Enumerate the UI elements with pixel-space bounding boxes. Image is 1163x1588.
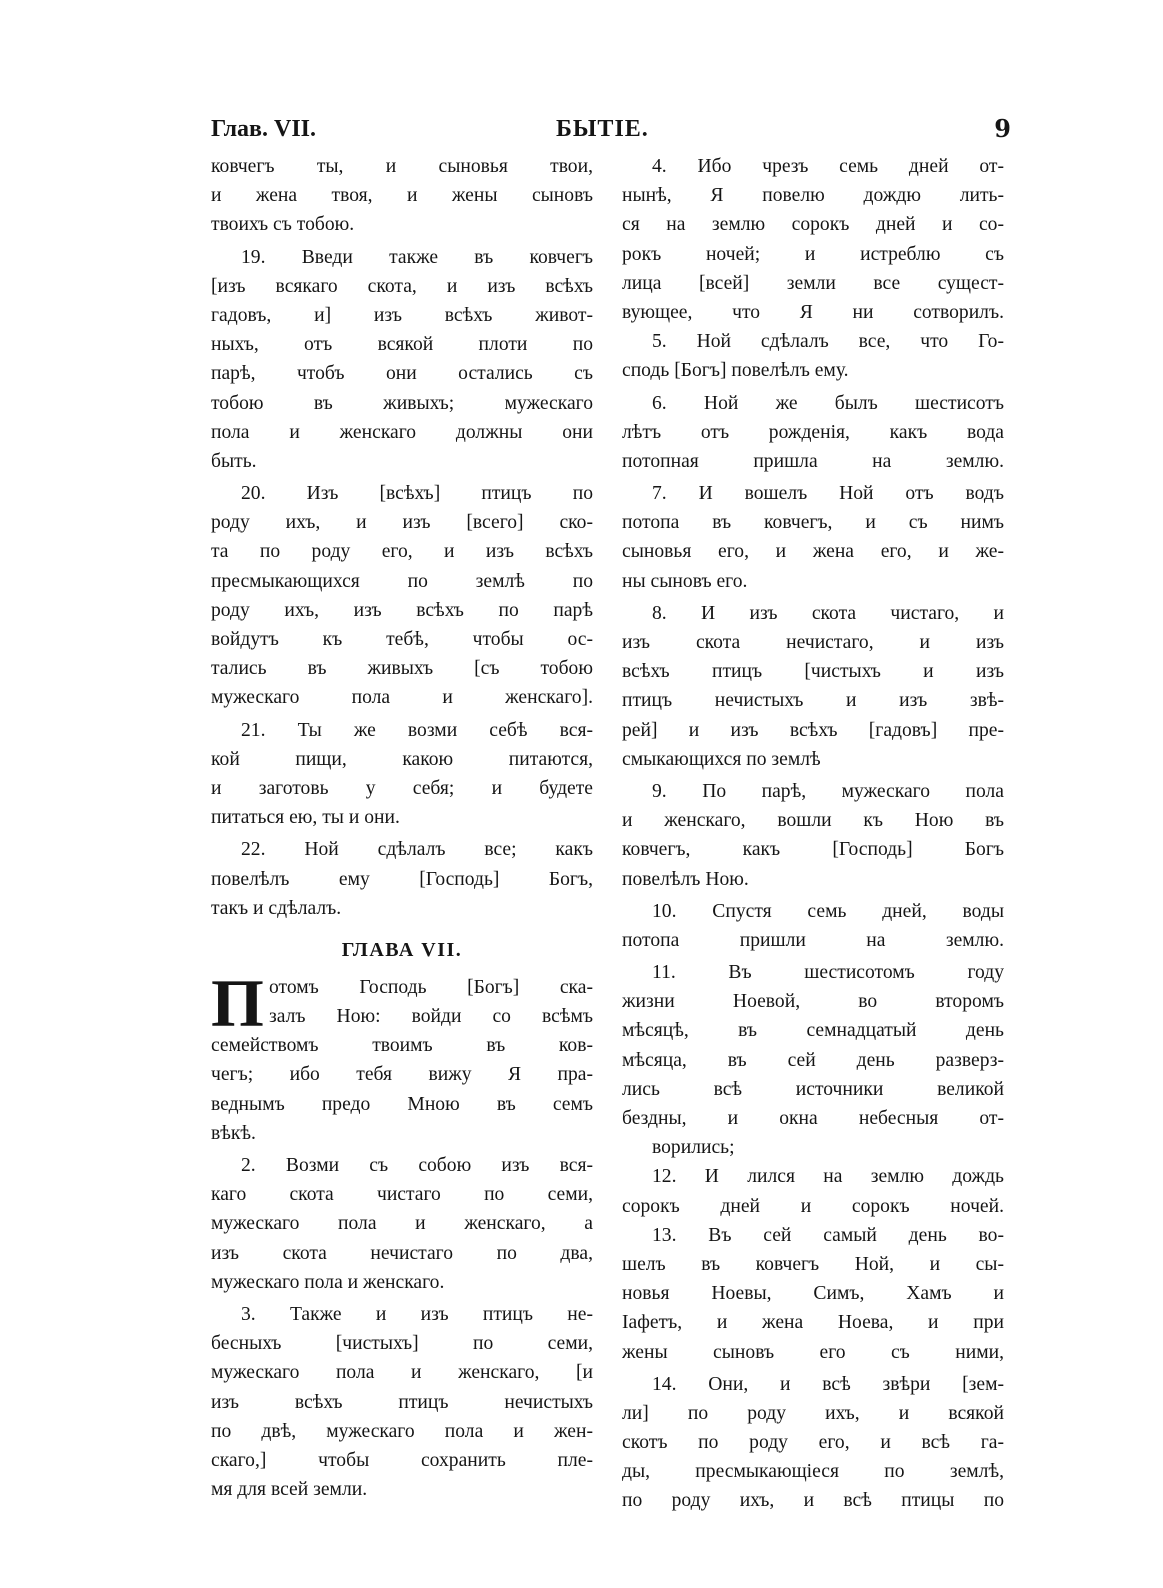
- text-line: сорокъ дней и сорокъ ночей.: [622, 1195, 1004, 1217]
- text-line: сыновья его, и жена его, и же-: [622, 541, 1004, 563]
- text-line: залъ Ною: войди со всѣмъ: [269, 1006, 593, 1028]
- text-line: нынѣ, Я повелю дождю лить-: [622, 185, 1004, 207]
- text-line: 12. И лился на землю дождь: [652, 1166, 1004, 1188]
- text-line: твоихъ съ тобою.: [211, 214, 355, 236]
- verse-20: [211, 479, 593, 713]
- verse-1: [211, 964, 593, 1148]
- drop-cap: П: [211, 964, 264, 1041]
- text-line: бесныхъ [чистыхъ] по семи,: [211, 1333, 593, 1355]
- text-line: 8. И изъ скота чистаго, и: [652, 602, 1004, 624]
- text-line: скотъ по роду его, и всѣ га-: [622, 1432, 1004, 1454]
- text-line: 10. Спустя семь дней, воды: [652, 900, 1004, 922]
- verse-22: [211, 835, 593, 923]
- text-line: лица [всей] земли все сущест-: [622, 272, 1004, 294]
- text-line: лись всѣ источники великой: [622, 1078, 1004, 1100]
- text-line: птицъ нечистыхъ и изъ звѣ-: [622, 690, 1004, 712]
- text-line: быть.: [211, 450, 257, 472]
- text-line: новья Ноевы, Симъ, Хамъ и: [622, 1283, 1004, 1305]
- verse-13: [622, 1221, 1004, 1367]
- text-line: парѣ, чтобъ они остались съ: [211, 363, 593, 385]
- verse-4: [622, 152, 1004, 327]
- text-line: по роду ихъ, и всѣ птицы по: [622, 1490, 1004, 1512]
- text-line: потопа пришли на землю.: [622, 929, 1004, 951]
- text-line: шелъ въ ковчегъ Ной, и сы-: [622, 1253, 1004, 1275]
- text-line: пресмыкающихся по землѣ по: [211, 570, 593, 592]
- text-line: мужескаго пола и женскаго, [и: [211, 1362, 593, 1384]
- text-line: ли] по роду ихъ, и всякой: [622, 1402, 1004, 1424]
- text-line: 20. Изъ [всѣхъ] птицъ по: [241, 483, 593, 505]
- text-line: ворились;: [652, 1137, 735, 1159]
- verse-14: [622, 1370, 1004, 1516]
- verse-3: [211, 1300, 593, 1504]
- text-line: гадовъ, и] изъ всѣхъ живот-: [211, 304, 593, 326]
- verse-12: [622, 1162, 1004, 1220]
- text-line: мя для всей земли.: [211, 1479, 368, 1501]
- text-line: роду ихъ, изъ всѣхъ по парѣ: [211, 599, 593, 621]
- text-line: чегъ; ибо тебя вижу Я пра-: [211, 1064, 593, 1086]
- text-line: мужескаго пола и женскаго, а: [211, 1213, 593, 1235]
- left-column: [211, 152, 593, 1504]
- verse-9: [622, 777, 1004, 894]
- text-line: мужескаго пола и женскаго].: [211, 687, 593, 709]
- text-line: сподь [Богъ] повелѣлъ ему.: [622, 360, 849, 382]
- text-line: 3. Также и изъ птицъ не-: [241, 1303, 593, 1325]
- text-line: ныхъ, отъ всякой плоти по: [211, 334, 593, 356]
- text-line: скаго,] чтобы сохранить пле-: [211, 1449, 593, 1471]
- verse-8: [622, 599, 1004, 774]
- text-line: вующее, что Я ни сотворилъ.: [622, 301, 1004, 323]
- text-line: питаться ею, ты и они.: [211, 807, 400, 829]
- verse-5: [622, 327, 1004, 385]
- text-line: отомъ Господь [Богъ] ска-: [269, 976, 593, 998]
- text-line: мужескаго пола и женскаго.: [211, 1271, 445, 1293]
- text-line: 19. Введи также въ ковчегъ: [241, 246, 593, 268]
- text-line: вѣкѣ.: [211, 1122, 256, 1144]
- text-line: смыкающихся по землѣ: [622, 748, 821, 770]
- verse-6: [622, 389, 1004, 477]
- text-line: тались въ живыхъ [съ тобою: [211, 658, 593, 680]
- running-header: [211, 112, 1011, 152]
- text-line: по двѣ, мужескаго пола и жен-: [211, 1420, 593, 1442]
- text-line: повелѣлъ Ною.: [622, 868, 749, 890]
- text-line: 11. Въ шестисотомъ году: [652, 962, 1004, 984]
- text-line: изъ скота нечистаго по два,: [211, 1242, 593, 1264]
- text-line: ны сыновъ его.: [622, 570, 748, 592]
- verse-11: [622, 958, 1004, 1162]
- text-line: 5. Ной сдѣлалъ все, что Го-: [652, 331, 1004, 353]
- text-line: ковчегъ, какъ [Господь] Богъ: [622, 839, 1004, 861]
- text-line: кой пищи, какою питаются,: [211, 748, 593, 770]
- text-line: войдутъ къ тебѣ, чтобы ос-: [211, 629, 593, 650]
- text-line: всѣхъ птицъ [чистыхъ и изъ: [622, 661, 1004, 683]
- verse-10: [622, 897, 1004, 955]
- text-line: та по роду его, и изъ всѣхъ: [211, 541, 593, 563]
- text-line: 7. И вошелъ Ной отъ водъ: [652, 483, 1004, 505]
- verse-2: [211, 1151, 593, 1297]
- text-line: мѣсяца, въ сей день разверз-: [622, 1049, 1004, 1071]
- text-line: ся на землю сорокъ дней и со-: [622, 214, 1004, 236]
- text-line: пола и женскаго должны они: [211, 421, 593, 443]
- text-line: изъ всѣхъ птицъ нечистыхъ: [211, 1391, 593, 1413]
- text-line: 14. Они, и всѣ звѣри [зем-: [652, 1373, 1004, 1395]
- text-line: каго скота чистаго по семи,: [211, 1184, 593, 1206]
- text-line: семействомъ твоимъ въ ков-: [211, 1035, 593, 1057]
- text-line: жизни Ноевой, во второмъ: [622, 991, 1004, 1013]
- text-line: 2. Возми съ собою изъ вся-: [241, 1155, 593, 1176]
- text-line: 4. Ибо чрезъ семь дней от-: [652, 156, 1004, 177]
- text-line: рей] и изъ всѣхъ [гадовъ] пре-: [622, 719, 1004, 741]
- chapter-marker: Глав. VII.: [211, 116, 316, 142]
- text-line: лѣтъ отъ рожденія, какъ вода: [622, 421, 1004, 443]
- text-line: 21. Ты же возми себѣ вся-: [241, 719, 593, 741]
- text-line: жены сыновъ его съ ними,: [622, 1341, 1004, 1363]
- text-line: и заготовь у себя; и будете: [211, 777, 593, 799]
- text-line: и жена твоя, и жены сыновъ: [211, 185, 593, 207]
- text-line: такъ и сдѣлалъ.: [211, 897, 342, 919]
- book-title: БЫТІЕ.: [556, 116, 649, 142]
- text-line: [изъ всякаго скота, и изъ всѣхъ: [211, 275, 593, 297]
- text-line: ды, пресмыкающіеся по землѣ,: [622, 1461, 1004, 1483]
- continued-text: [211, 152, 593, 240]
- right-column: [622, 152, 1004, 1516]
- text-line: ковчегъ ты, и сыновья твои,: [211, 156, 593, 177]
- page-number: 9: [994, 114, 1011, 143]
- chapter-heading: ГЛАВА VII.: [341, 938, 463, 961]
- text-line: 9. По парѣ, мужескаго пола: [652, 780, 1004, 802]
- text-line: мѣсяцѣ, въ семнадцатый день: [622, 1020, 1004, 1042]
- text-line: роду ихъ, и изъ [всего] ско-: [211, 512, 593, 534]
- text-line: тобою въ живыхъ; мужескаго: [211, 392, 593, 414]
- text-line: потопная пришла на землю.: [622, 450, 1004, 472]
- text-line: 13. Въ сей самый день во-: [652, 1224, 1004, 1246]
- verse-19: [211, 243, 593, 477]
- verse-7: [622, 479, 1004, 596]
- verse-21: [211, 716, 593, 833]
- text-line: и женскаго, вошли къ Ною въ: [622, 810, 1004, 832]
- text-line: потопа въ ковчегъ, и съ нимъ: [622, 512, 1004, 534]
- text-line: 6. Ной же былъ шестисотъ: [652, 392, 1004, 414]
- text-line: бездны, и окна небесныя от-: [622, 1108, 1004, 1129]
- text-line: 22. Ной сдѣлалъ все; какъ: [241, 839, 593, 861]
- text-line: повелѣлъ ему [Господь] Богъ,: [211, 868, 593, 890]
- text-line: веднымъ предо Мною въ семъ: [211, 1093, 593, 1115]
- text-line: изъ скота нечистаго, и изъ: [622, 632, 1004, 653]
- text-line: рокъ ночей; и истреблю съ: [622, 243, 1004, 265]
- text-line: Іафетъ, и жена Ноева, и при: [622, 1312, 1004, 1334]
